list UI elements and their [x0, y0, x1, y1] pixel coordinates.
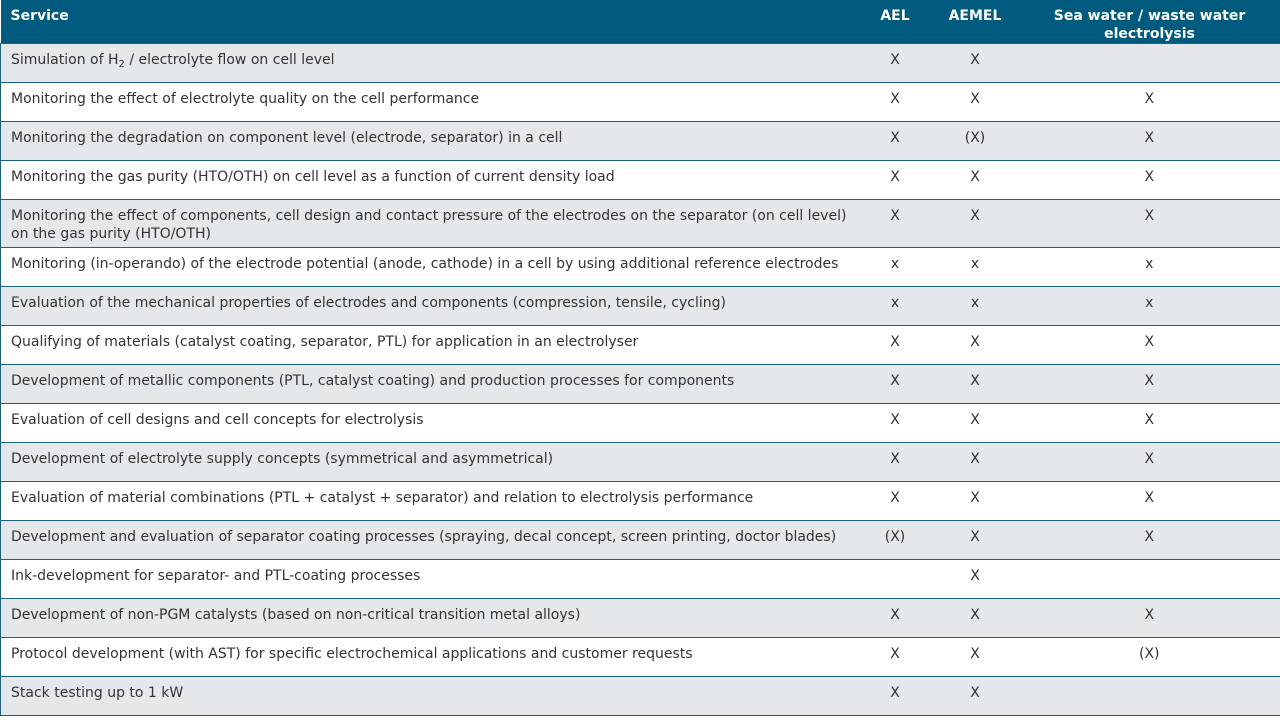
service-cell: Monitoring the gas purity (HTO/OTH) on cell level as a function of current density load: [1, 161, 859, 200]
ael-cell: X: [859, 200, 932, 248]
service-cell: Evaluation of cell designs and cell concepts for electrolysis: [1, 404, 859, 443]
ael-cell: X: [859, 638, 932, 677]
ael-cell: [859, 560, 932, 599]
header-ael: AEL: [859, 0, 932, 44]
aemel-cell: X: [932, 44, 1019, 83]
table-row: [1, 404, 1280, 443]
header-row: [1, 0, 1280, 44]
aemel-cell: X: [932, 326, 1019, 365]
service-cell: Monitoring the effect of electrolyte quality on the cell performance: [1, 83, 859, 122]
sea-cell: X: [1019, 326, 1280, 365]
aemel-cell: X: [932, 443, 1019, 482]
aemel-cell: X: [932, 677, 1019, 716]
aemel-cell: X: [932, 83, 1019, 122]
table-row: [1, 482, 1280, 521]
aemel-cell: X: [932, 638, 1019, 677]
ael-cell: X: [859, 44, 932, 83]
sea-cell: X: [1019, 443, 1280, 482]
service-cell: Evaluation of material combinations (PTL + catalyst + separator) and relation to electrolysis performance: [1, 482, 859, 521]
table-row: [1, 161, 1280, 200]
header-service: Service: [1, 0, 859, 44]
table-row: [1, 200, 1280, 248]
sea-cell: x: [1019, 287, 1280, 326]
service-cell: Monitoring the degradation on component level (electrode, separator) in a cell: [1, 122, 859, 161]
service-cell: [1, 44, 859, 83]
service-cell: Development of metallic components (PTL, catalyst coating) and production processes for components: [1, 365, 859, 404]
ael-cell: (X): [859, 521, 932, 560]
ael-cell: X: [859, 83, 932, 122]
sea-cell: X: [1019, 122, 1280, 161]
subscript-2: 2: [118, 59, 125, 70]
ael-cell: x: [859, 287, 932, 326]
service-cell: Monitoring the effect of components, cell design and contact pressure of the electrodes on the separator (on cell level) on the gas purity (HTO/OTH): [1, 200, 859, 248]
aemel-cell: X: [932, 599, 1019, 638]
aemel-cell: X: [932, 521, 1019, 560]
sea-cell: X: [1019, 83, 1280, 122]
aemel-cell: X: [932, 404, 1019, 443]
table-row: [1, 599, 1280, 638]
sea-cell: X: [1019, 521, 1280, 560]
service-cell: Development of non-PGM catalysts (based on non-critical transition metal alloys): [1, 599, 859, 638]
service-cell: Qualifying of materials (catalyst coating, separator, PTL) for application in an electrolyser: [1, 326, 859, 365]
service-cell: Protocol development (with AST) for specific electrochemical applications and customer requests: [1, 638, 859, 677]
header-aemel: AEMEL: [932, 0, 1019, 44]
aemel-cell: X: [932, 482, 1019, 521]
ael-cell: X: [859, 404, 932, 443]
sea-cell: X: [1019, 200, 1280, 248]
table-row: [1, 83, 1280, 122]
sea-cell: X: [1019, 365, 1280, 404]
sea-cell: X: [1019, 404, 1280, 443]
ael-cell: X: [859, 443, 932, 482]
sea-cell: [1019, 560, 1280, 599]
sea-cell: (X): [1019, 638, 1280, 677]
ael-cell: x: [859, 248, 932, 287]
table-row: [1, 326, 1280, 365]
service-cell: Ink-development for separator- and PTL-coating processes: [1, 560, 859, 599]
ael-cell: X: [859, 122, 932, 161]
service-cell: Monitoring (in-operando) of the electrode potential (anode, cathode) in a cell by using additional reference electrodes: [1, 248, 859, 287]
sea-cell: X: [1019, 599, 1280, 638]
service-text-post: / electrolyte flow on cell level: [124, 52, 335, 68]
aemel-cell: X: [932, 560, 1019, 599]
ael-cell: X: [859, 161, 932, 200]
sea-cell: X: [1019, 482, 1280, 521]
header-sea-water: Sea water / waste water electrolysis: [1019, 0, 1280, 44]
sea-cell: X: [1019, 161, 1280, 200]
service-cell: Evaluation of the mechanical properties of electrodes and components (compression, tensile, cycling): [1, 287, 859, 326]
aemel-cell: X: [932, 161, 1019, 200]
aemel-cell: X: [932, 200, 1019, 248]
aemel-cell: x: [932, 287, 1019, 326]
service-cell: Stack testing up to 1 kW: [1, 677, 859, 716]
sea-cell: [1019, 44, 1280, 83]
table-row: [1, 677, 1280, 716]
aemel-cell: x: [932, 248, 1019, 287]
ael-cell: X: [859, 326, 932, 365]
table-row: [1, 287, 1280, 326]
table-row: [1, 365, 1280, 404]
ael-cell: X: [859, 677, 932, 716]
ael-cell: X: [859, 482, 932, 521]
sea-cell: [1019, 677, 1280, 716]
sea-cell: x: [1019, 248, 1280, 287]
aemel-cell: (X): [932, 122, 1019, 161]
table-row: [1, 44, 1280, 83]
table-row: [1, 248, 1280, 287]
table-row: [1, 638, 1280, 677]
service-cell: Development of electrolyte supply concepts (symmetrical and asymmetrical): [1, 443, 859, 482]
table-row: [1, 521, 1280, 560]
table-row: [1, 122, 1280, 161]
service-text-pre: Simulation of H: [11, 52, 119, 68]
table-row: [1, 443, 1280, 482]
service-cell: Development and evaluation of separator coating processes (spraying, decal concept, screen printing, doctor blades): [1, 521, 859, 560]
ael-cell: X: [859, 365, 932, 404]
ael-cell: X: [859, 599, 932, 638]
aemel-cell: X: [932, 365, 1019, 404]
table-row: [1, 560, 1280, 599]
